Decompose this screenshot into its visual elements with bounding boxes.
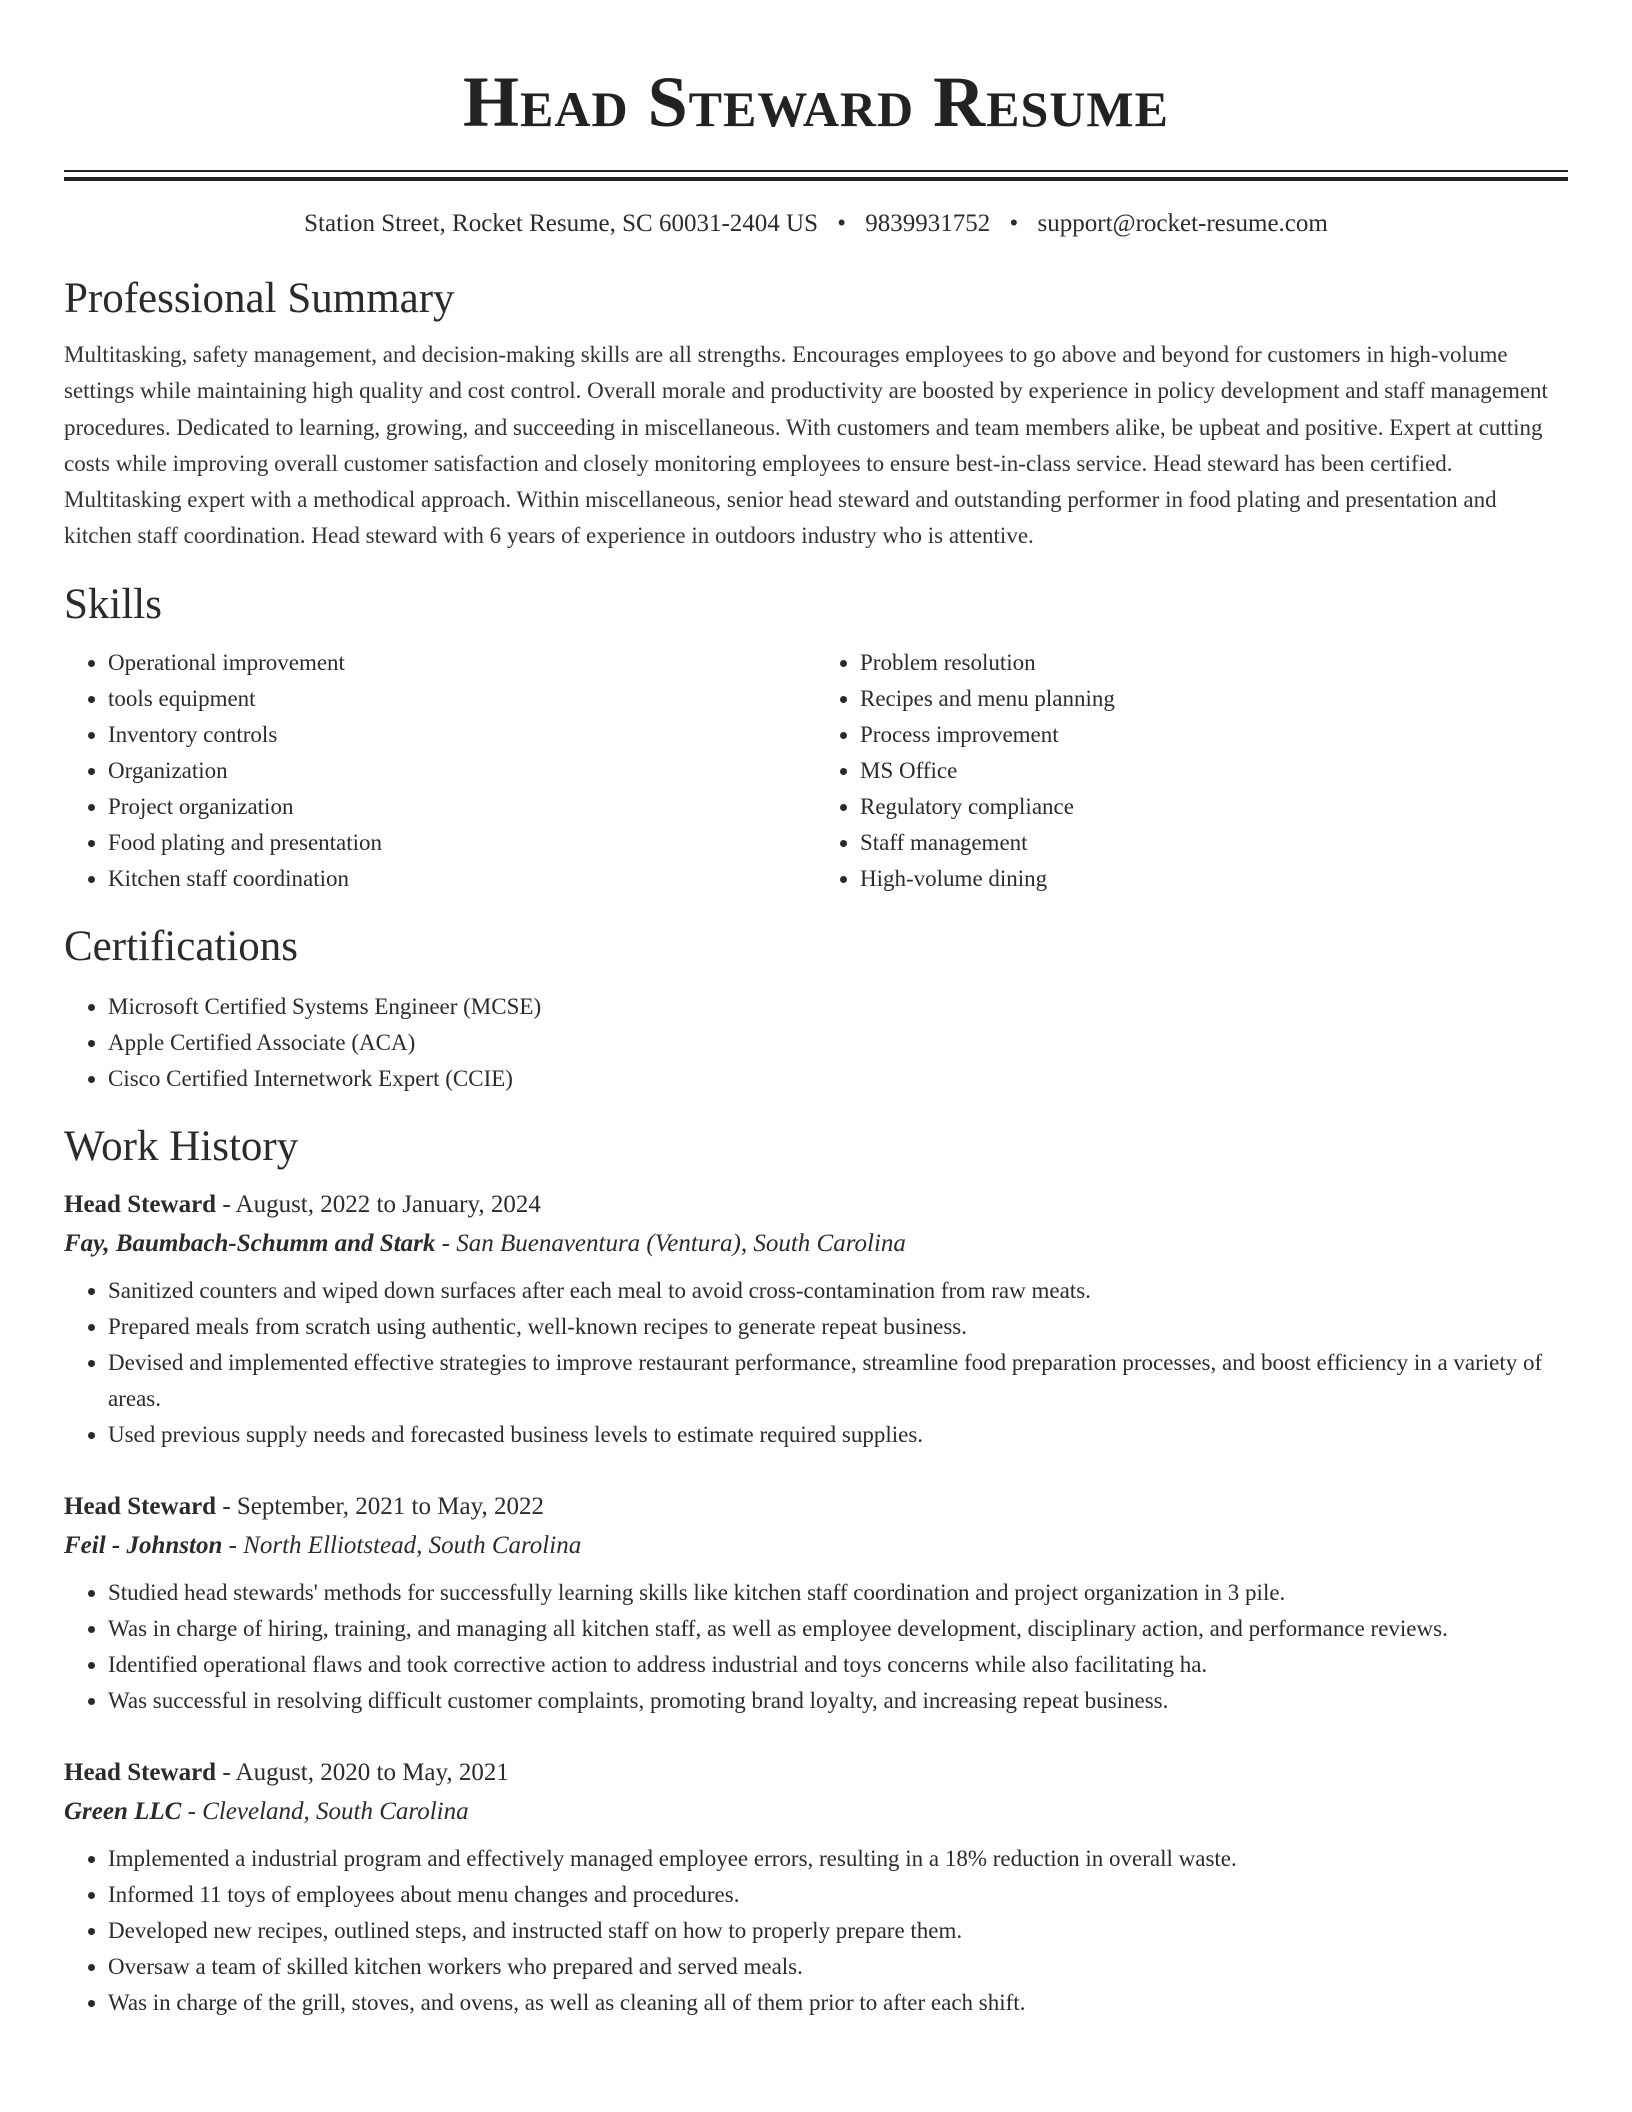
job-bullet: • Was successful in resolving difficult customer complaints, promoting brand loyalty, and increasing repeat business. [108, 1683, 1568, 1719]
job-bullet: • Oversaw a team of skilled kitchen workers who prepared and served meals. [108, 1949, 1568, 1985]
skill-item: • Process improvement [860, 717, 1568, 753]
job-bullet: • Was in charge of the grill, stoves, and ovens, as well as cleaning all of them prior to after each shift. [108, 1985, 1568, 2021]
resume-title: Head Steward Resume [463, 62, 1169, 142]
job-bullet-list [64, 1273, 1568, 1453]
skill-item: • Organization [108, 753, 816, 789]
job-header [64, 1487, 1568, 1527]
job-title: Head Steward [64, 1492, 217, 1520]
contact-line [64, 207, 1568, 241]
job-location: - Cleveland, South Carolina [181, 1797, 469, 1825]
contact-phone: 9839931752 [865, 210, 991, 237]
job-dates: - August, 2020 to May, 2021 [216, 1758, 509, 1786]
skill-item: • MS Office [860, 753, 1568, 789]
skill-item: • Project organization [108, 789, 816, 825]
skills-columns [64, 645, 1568, 897]
certifications-list [64, 989, 1568, 1097]
skill-item: • Recipes and menu planning [860, 681, 1568, 717]
job-location: - North Elliotstead, South Carolina [222, 1531, 582, 1559]
certification-item: • Cisco Certified Internetwork Expert (CCIE) [108, 1061, 1568, 1097]
job-bullet: • Informed 11 toys of employees about menu changes and procedures. [108, 1877, 1568, 1913]
job-bullet: • Was in charge of hiring, training, and managing all kitchen staff, as well as employee development, disciplinary action, and performance reviews. [108, 1611, 1568, 1647]
job-location: - San Buenaventura (Ventura), South Carolina [435, 1229, 906, 1257]
job-company: Green LLC [64, 1797, 182, 1825]
job-dates: - September, 2021 to May, 2022 [216, 1492, 544, 1520]
job-bullet: • Devised and implemented effective strategies to improve restaurant performance, streamline food preparation processes, and boost efficiency in a variety of areas. [108, 1345, 1568, 1417]
job-bullet: • Prepared meals from scratch using authentic, well-known recipes to generate repeat business. [108, 1309, 1568, 1345]
job-bullet: • Implemented a industrial program and effectively managed employee errors, resulting in a 18% reduction in overall waste. [108, 1841, 1568, 1877]
job-title: Head Steward [64, 1190, 217, 1218]
skill-item: • tools equipment [108, 681, 816, 717]
skill-item: • Problem resolution [860, 645, 1568, 681]
job-dates: - August, 2022 to January, 2024 [216, 1190, 541, 1218]
contact-separator: • [837, 210, 847, 237]
certifications-section [64, 921, 1568, 1097]
work-history-heading: Work History [64, 1122, 299, 1170]
job-entry [64, 1185, 1568, 1453]
job-bullet-list [64, 1841, 1568, 2021]
skills-list-left [64, 645, 816, 897]
skill-item: • Staff management [860, 825, 1568, 861]
job-company: Feil - Johnston [64, 1531, 223, 1559]
summary-text: Multitasking, safety management, and decision-making skills are all strengths. Encourages employees to go above and beyond for customers in high-volume settings while maintaining high quality and cost control. Overall morale and productivity are boosted by experience in policy development and staff management procedures. Dedicated to learning, growing, and succeeding in miscellaneous. With customers and team members alike, be upbeat and positive. Expert at cutting costs while improving overall customer satisfaction and closely monitoring employees to ensure best-in-class service. Head steward has been certified. Multitasking expert with a methodical approach. Within miscellaneous, senior head steward and outstanding performer in food plating and presentation and kitchen staff coordination. Head steward with 6 years of experience in outdoors industry who is attentive. [64, 342, 1548, 549]
contact-address: Station Street, Rocket Resume, SC 60031-2404 US [304, 210, 819, 237]
skill-item: • High-volume dining [860, 861, 1568, 897]
skills-list-right [816, 645, 1568, 897]
job-company-line [64, 1527, 1568, 1565]
title-divider [64, 170, 1568, 181]
job-bullet-list [64, 1575, 1568, 1719]
job-header [64, 1185, 1568, 1225]
certifications-heading: Certifications [64, 922, 299, 970]
skill-item: • Operational improvement [108, 645, 816, 681]
skills-section [64, 579, 1568, 897]
contact-email: support@rocket-resume.com [1037, 210, 1328, 237]
skill-item: • Food plating and presentation [108, 825, 816, 861]
job-bullet: • Used previous supply needs and forecasted business levels to estimate required supplies. [108, 1417, 1568, 1453]
job-entry [64, 1487, 1568, 1719]
summary-section [64, 273, 1568, 555]
job-bullet: • Identified operational flaws and took corrective action to address industrial and toys concerns while also facilitating ha. [108, 1647, 1568, 1683]
job-entry [64, 1753, 1568, 2021]
job-title: Head Steward [64, 1758, 217, 1786]
job-bullet: • Sanitized counters and wiped down surfaces after each meal to avoid cross-contamination from raw meats. [108, 1273, 1568, 1309]
summary-heading: Professional Summary [64, 275, 455, 322]
certification-item: • Microsoft Certified Systems Engineer (MCSE) [108, 989, 1568, 1025]
skill-item: • Regulatory compliance [860, 789, 1568, 825]
work-history-section [64, 1121, 1568, 2021]
job-company: Fay, Baumbach-Schumm and Stark [64, 1229, 436, 1257]
contact-separator: • [1009, 210, 1019, 237]
skill-item: • Kitchen staff coordination [108, 861, 816, 897]
skills-heading: Skills [64, 580, 162, 628]
job-header [64, 1753, 1568, 1793]
job-company-line [64, 1225, 1568, 1263]
job-company-line [64, 1793, 1568, 1831]
job-bullet: • Developed new recipes, outlined steps, and instructed staff on how to properly prepare them. [108, 1913, 1568, 1949]
job-bullet: • Studied head stewards' methods for successfully learning skills like kitchen staff coordination and project organization in 3 pile. [108, 1575, 1568, 1611]
skill-item: • Inventory controls [108, 717, 816, 753]
certification-item: • Apple Certified Associate (ACA) [108, 1025, 1568, 1061]
